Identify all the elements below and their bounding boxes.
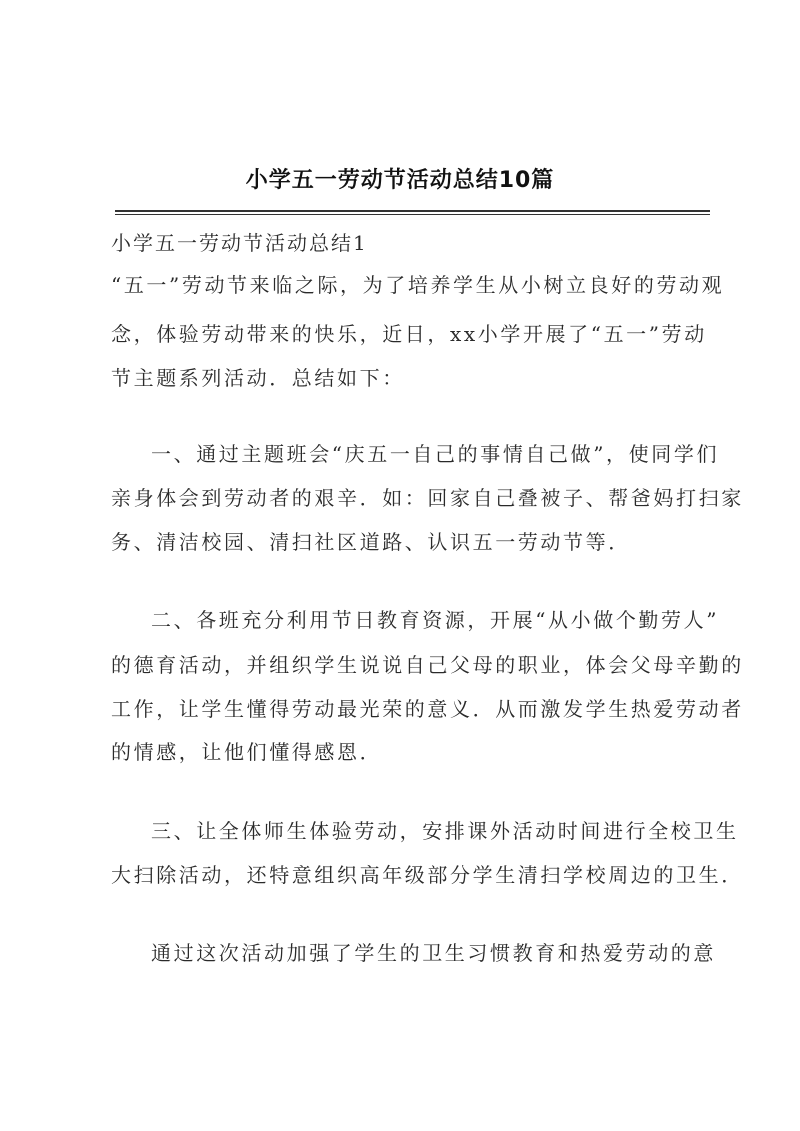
paragraph-3-line: 三、让全体师生体验劳动，安排课外活动时间进行全校卫生 xyxy=(151,819,739,843)
paragraph-2-line: 二、各班充分利用节日教育资源，开展“从小做个勤劳人” xyxy=(151,608,720,632)
paragraph-1-line: 务、清洁校园、清扫社区道路、认识五一劳动节等． xyxy=(111,530,631,554)
paragraph-2-line: 工作，让学生懂得劳动最光荣的意义．从而激发学生热爱劳动者 xyxy=(111,697,744,721)
document-title: 小学五一劳动节活动总结10篇 xyxy=(245,168,555,193)
paragraph-1-line: 一、通过主题班会“庆五一自己的事情自己做”，使同学们 xyxy=(151,442,720,466)
title-divider xyxy=(115,210,710,215)
paragraph-1-line: 亲身体会到劳动者的艰辛．如：回家自己叠被子、帮爸妈打扫家 xyxy=(111,486,744,510)
intro-line: 节主题系列活动．总结如下： xyxy=(111,366,405,390)
intro-line: “五一”劳动节来临之际，为了培养学生从小树立良好的劳动观 xyxy=(111,273,725,297)
paragraph-2-line: 的德育活动，并组织学生说说自己父母的职业，体会父母辛勤的 xyxy=(111,653,744,677)
paragraph-2-line: 的情感，让他们懂得感恩． xyxy=(111,740,383,764)
paragraph-4-line: 通过这次活动加强了学生的卫生习惯教育和热爱劳动的意 xyxy=(151,941,716,965)
paragraph-3-line: 大扫除活动，还特意组织高年级部分学生清扫学校周边的卫生． xyxy=(111,863,744,887)
intro-line: 念，体验劳动带来的快乐，近日，xx小学开展了“五一”劳动 xyxy=(111,322,707,346)
section-heading: 小学五一劳动节活动总结1 xyxy=(111,231,368,255)
